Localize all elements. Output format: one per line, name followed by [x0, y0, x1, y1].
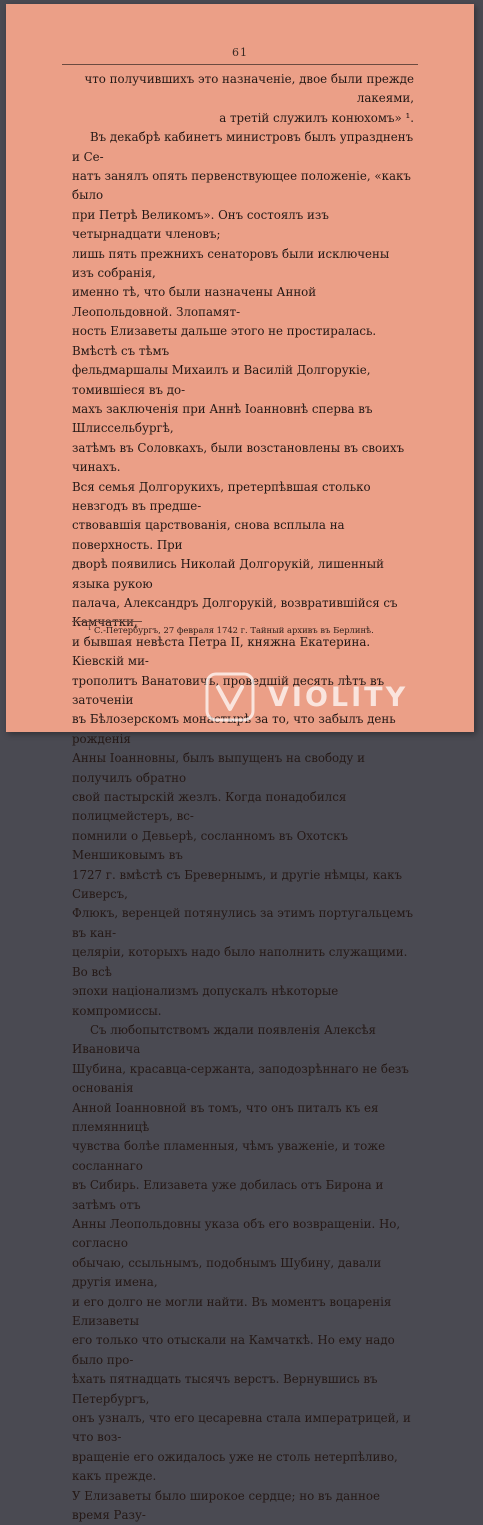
- violity-watermark: [204, 669, 476, 725]
- text-line: свой пастырскій жезлъ. Когда понадобился полицмейстеръ, вс-: [72, 790, 347, 824]
- text-line: именно тѣ, что были назначены Анной Леопольдовной. Злопамят-: [72, 285, 317, 319]
- watermark-text: VIOLITY: [268, 681, 409, 713]
- text-line: и его долго не могли найти. Въ моментъ воцаренія Елизаветы: [72, 1294, 392, 1328]
- text-line: чувства болѣе пламенныя, чѣмъ уваженіе, и тоже сосланнаго: [72, 1139, 386, 1173]
- book-page: [6, 4, 474, 1523]
- text-line: палача, Александръ Долгорукій, возвратившійся съ Камчатки,: [72, 595, 398, 630]
- footnote: ¹ С.-Петербургъ, 27 февраля 1742 г. Тайный архивъ въ Берлинѣ.: [88, 625, 374, 635]
- text-line: въ Бѣлозерскомъ монастырѣ за то, что забылъ день рожденія: [72, 712, 396, 746]
- text-line: Анны Леопольдовны указа объ его возвращеніи. Но, согласно: [72, 1216, 401, 1251]
- text-line: при Петрѣ Великомъ». Онъ состоялъ изъ четырнадцати членовъ;: [72, 207, 329, 242]
- text-line: У Елизаветы было широкое сердце; но въ данное время Разу-: [72, 1488, 380, 1523]
- page-number: 61: [232, 46, 248, 59]
- text-line: вращеніе его ожидалось уже не столь нетерпѣливо, какъ прежде.: [72, 1449, 398, 1484]
- paragraph-continuation: [72, 70, 414, 128]
- footnote-rule: [72, 621, 142, 622]
- text-line: Съ любопытствомъ ждали появленія Алексѣя Ивановича: [72, 1022, 376, 1057]
- text-line: махъ заключенія при Аннѣ Іоанновнѣ сперва въ Шлиссельбургѣ,: [72, 401, 373, 436]
- text-line: Шубина, красавца-сержанта, заподозрѣннаго не безъ основанія: [72, 1061, 409, 1096]
- text-line: дворѣ появились Николай Долгорукій, лишенный языка рукою: [72, 557, 384, 591]
- text-line: Вся семья Долгорукихъ, претерпѣвшая столько невзгодъ въ предше-: [72, 479, 371, 513]
- text-line: Флюкъ, веренцей потянулись за этимъ португальцемъ въ кан-: [72, 906, 414, 940]
- text-line: и бывшая невѣста Петра II, княжна Екатерина. Кіевскій ми-: [72, 634, 371, 669]
- text-line: эпохи націонализмъ допускалъ нѣкоторые компромиссы.: [72, 984, 339, 1018]
- text-line: въ Сибирь. Елизавета уже добилась отъ Бирона и затѣмъ отъ: [72, 1178, 384, 1212]
- text-line: Анной Іоанновной въ томъ, что онъ питалъ къ ея племянницѣ: [72, 1100, 379, 1134]
- text-line: Анны Іоанновны, былъ выпущенъ на свободу и получилъ обратно: [72, 751, 365, 785]
- paragraph-senate: [72, 128, 414, 1021]
- text-line: а третій служилъ конюхомъ» ¹.: [219, 110, 414, 125]
- text-line: натъ занялъ опять первенствующее положеніе, «какъ было: [72, 169, 411, 203]
- text-line: что получившихъ это назначеніе, двое были прежде лакеями,: [84, 72, 414, 106]
- violity-logo-icon: [204, 671, 256, 723]
- text-line: 1727 г. вмѣстѣ съ Бревернымъ, и другіе нѣмцы, какъ Сиверсъ,: [72, 867, 403, 902]
- text-line: ствовавшія царствованія, снова всплыла на поверхность. При: [72, 518, 345, 552]
- text-line: помнили о Девьерѣ, сосланномъ въ Охотскъ Меншиковымъ въ: [72, 828, 349, 863]
- text-line: фельдмаршалы Михаилъ и Василій Долгорукіе, томившіеся въ до-: [72, 363, 371, 397]
- text-line: трополитъ Ванатовичъ, проведшій десять лѣтъ въ заточеніи: [72, 673, 385, 707]
- text-line: целяріи, которыхъ надо было наполнить служащими. Во всѣ: [72, 945, 408, 979]
- text-line: онъ узналъ, что его цесаревна стала императрицей, и что воз-: [72, 1411, 411, 1445]
- text-line: ность Елизаветы дальше этого не простиралась. Вмѣстѣ съ тѣмъ: [72, 324, 377, 358]
- text-line: Въ декабрѣ кабинетъ министровъ былъ упраздненъ и Се-: [72, 130, 414, 164]
- paragraph-shubin: [72, 1021, 414, 1525]
- text-line: его только что отыскали на Камчаткѣ. Но ему надо было про-: [72, 1333, 395, 1367]
- text-line: лишь пять прежнихъ сенаторовъ были исключены изъ собранія,: [72, 246, 390, 281]
- header-rule: [62, 64, 418, 65]
- text-line: ѣхать пятнадцать тысячъ верстъ. Вернувшись въ Петербургъ,: [72, 1372, 378, 1406]
- body-text: [72, 70, 414, 1525]
- text-line: затѣмъ въ Соловкахъ, были возстановлены въ своихъ чинахъ.: [72, 440, 405, 475]
- text-line: обычаю, ссыльнымъ, подобнымъ Шубину, давали другія имена,: [72, 1255, 382, 1290]
